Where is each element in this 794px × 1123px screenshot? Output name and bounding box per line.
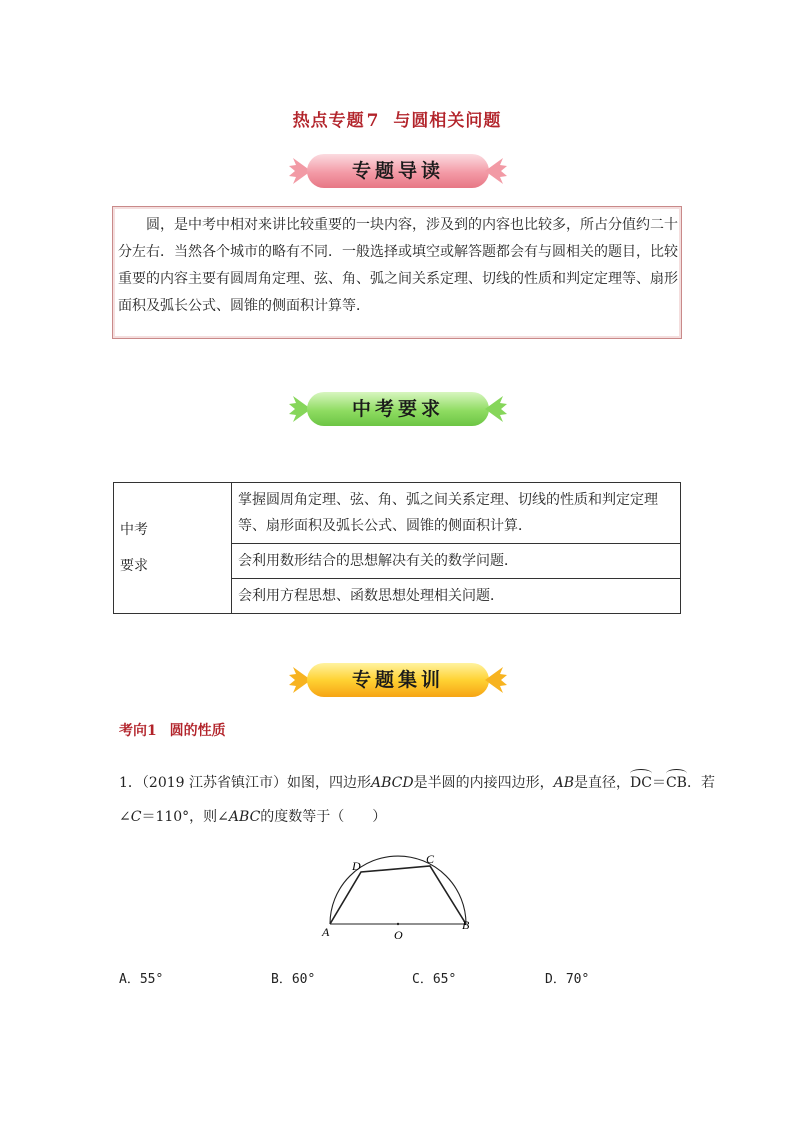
label-c: C (426, 852, 435, 866)
section-heading (119, 720, 226, 740)
choice-c: C．65° (412, 972, 457, 987)
banner-requirements-label: 中考要求 (351, 398, 444, 420)
diameter-name: AB (553, 775, 575, 791)
quadrilateral-name: ABCD (371, 775, 414, 791)
equals-sign: ＝ (651, 775, 666, 791)
table-row (114, 483, 681, 544)
question-text: 是直径， (574, 775, 631, 791)
arc-dc: DC (630, 775, 652, 791)
banner-intro-label: 专题导读 (351, 160, 444, 182)
label-a: A (322, 925, 330, 939)
question-line-2 (119, 806, 386, 826)
banner-requirements (287, 392, 509, 426)
question-text: 的度数等于（ ） (260, 809, 387, 825)
semicircle-figure (318, 846, 478, 942)
title-number: 7 (366, 111, 380, 131)
page-title (0, 106, 794, 131)
title-main: 与圆相关问题 (393, 111, 502, 131)
question-line-1 (119, 772, 715, 792)
requirement-cell: 会利用方程思想、函数思想处理相关问题． (232, 579, 681, 614)
center-point (397, 923, 399, 925)
question-text: ∠ (119, 809, 131, 825)
banner-intro (287, 154, 509, 188)
requirements-table (113, 482, 681, 614)
label-d: D (352, 859, 361, 873)
choice-b: B．60° (271, 972, 316, 987)
question-text: 如图，四边形 (287, 775, 372, 791)
label-b: B (462, 918, 470, 932)
choice-a: A．55° (119, 972, 164, 987)
requirement-cell: 掌握圆周角定理、弦、角、弧之间关系定理、切线的性质和判定定理等、扇形面积及弧长公式、圆锥的侧面积计算． (232, 483, 681, 544)
title-prefix: 热点专题 (292, 111, 365, 131)
intro-text: 圆，是中考中相对来讲比较重要的一块内容，涉及到的内容也比较多，所占分值约二十分左右．当然各个城市的略有不同．一般选择或填空或解答题都会有与圆相关的题目，比较重要的内容主要有圆周角定理、弦、角、弧之间关系定理、切线的性质和判定定理等、扇形面积及弧长公式、圆锥的侧面积计算等． (118, 217, 678, 314)
choice-d: D．70° (545, 972, 590, 987)
question-number: 1． (119, 775, 142, 791)
requirements-head-line2: 要求 (120, 558, 148, 574)
angle-name: ABC (228, 809, 261, 825)
requirement-cell: 会利用数形结合的思想解决有关的数学问题． (232, 544, 681, 579)
question-text: ．若 (686, 775, 715, 791)
banner-training (287, 663, 509, 697)
question-text: ＝110°，则∠ (141, 809, 229, 825)
angle-vertex: C (130, 809, 142, 825)
banner-training-label: 专题集训 (351, 669, 444, 691)
section-title: 圆的性质 (169, 723, 226, 739)
question-text: 是半圆的内接四边形， (413, 775, 554, 791)
question-source: （2019 江苏省镇江市） (141, 775, 288, 791)
label-o: O (394, 928, 403, 942)
requirements-head (114, 483, 232, 614)
requirements-head-line1: 中考 (120, 522, 148, 538)
section-label: 考向1 (119, 723, 157, 739)
arc-cb: CB (665, 775, 687, 791)
